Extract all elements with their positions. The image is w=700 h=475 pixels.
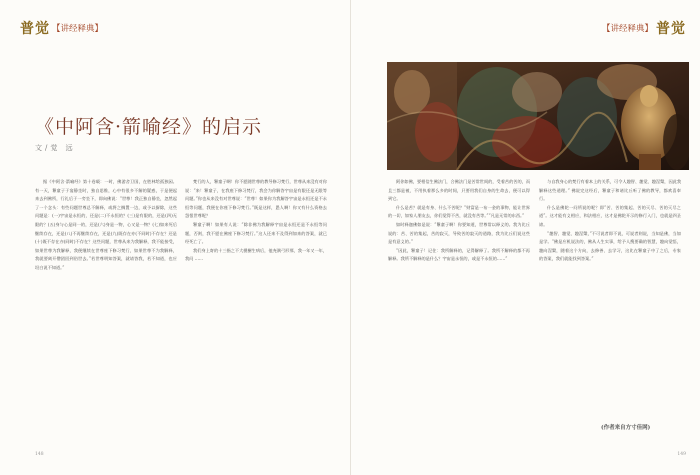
article-byline: 文/觉 远 <box>35 144 76 152</box>
paragraph: “趣智、趣觉、趣涅槃，”不可说者即不说，可说者则说，当知是佛，当如是学。“佛是应机说法的，佛从人生实事，给予人搜要确的智慧，趣向觉悟，趣向涅槃，随着这个方向，去修善、去学习，这比在鬘童子中了之后，专家的答案，我们就能找到答案。” <box>539 230 681 262</box>
photo-illustration <box>387 62 689 170</box>
article-title: 《中阿含·箭喻经》的启示 <box>35 116 263 138</box>
paragraph: 据《中阿含·箭喻经》第十卷载：一时，佛游舍卫国，在胜林给孤独园。有一天，鬘童子于宴静坐时，独自思惟，心中有很多不解的疑惑，于是便起来去到佛所，行礼后于一旁坐下，即向佛说：“世尊！我正独自静坐，忽然起了一个念头：有些问题世尊总不解释，或将之搁置一边，或予以摒除，这些问题是：(一)宇宙是永恒的，还是(二)不永恒的？(三)是有限的，还是(四)无限的？(五)身与心是同一的，还是(六)身是一物，心又是一物？(七)如来死后继续存在，还是(八)不再继续存在，还是(九)既存在亦(不同时)不存在？还是(十)既不存在亦(同时)不存在？这些问题，世尊从来为我解释，我不能接受，如果世尊为我解释，我便继续在世尊座下修习梵行，如果世尊不为我解释，我就要离开僧团回到俗世去。”若世尊明知答案，就请答我，若不知道，也应坦白说不知道。” <box>35 179 177 270</box>
right-page <box>350 0 700 475</box>
author-signature: (作者来自方寸佳网) <box>601 425 651 431</box>
temple-buddha-statues-photo <box>387 62 689 170</box>
page-number-right: 149 <box>677 452 686 457</box>
paragraph: 什么是苦？就是有身、什么不苦呢？“财富是一布一金的事物，能让世界的一切，如家人朋友去，你们觉得不苦，就没有苦等。”“凡是无常的东西。” <box>388 204 530 219</box>
paragraph: 鬘童子啊！如果有人说：“除非佛为我解释宇宙是永恒还是不永恒等问题，否则，我不愿在佛座下修习梵行。”这人还来不及得到如来的答案，就已经死亡了。 <box>185 221 327 245</box>
header-brand: 普觉 <box>656 21 686 37</box>
right-column-1 <box>388 178 530 450</box>
paragraph: 阿你如佛，要相信生佛法门，合佛法门是苦常世间的，受着苦的苦的，而且三都是被，不用执着那么多的时间，只要用我们自身的生命去，便可以得到它。 <box>388 179 530 202</box>
header-brand: 普觉 <box>20 21 50 37</box>
paragraph: 我们身上寄的十三指之不大樸樹生病后，他充满弓形那，我一年又一年，我问 …… <box>185 247 327 262</box>
paragraph: 与自我身心的梵行有着本上的关系，可令人趣智、趣觉、趣涅槃，因此我解释这些道理。” 佛说完这经后，鬘童子和诸比丘听了佛的教导，都欢喜奉行。 <box>539 179 681 202</box>
header-column: 【讲经释典】 <box>601 24 653 34</box>
right-column-2 <box>539 178 681 423</box>
paragraph: 什么是佛陀一问所说的呢？即“苦、苦的集起、苦的灭尽、苦的灭尽之道”。这才能有义相应，和法相应，这才是佛陀开示的修行入门，也就是四圣谛。 <box>539 204 681 227</box>
left-header <box>20 18 103 38</box>
left-column-1 <box>35 178 177 450</box>
paragraph: “因此，鬘童子！记住：我所解释的，记得解释了。我所不解释的都不再解释。我所不解释的是什么？宇宙是永恒的，或是不永恒的……” <box>388 247 530 262</box>
paragraph: 如时释迦佛如是说：“鬘童子啊！你要知道，世尊常以释义的。我为比丘说的：苦、苦的集起，苦的寂灭，导致苦的寂灭的道路，我为比丘们说这些是有意义的。” <box>388 221 530 245</box>
right-header <box>602 18 686 38</box>
header-column: 【讲经释典】 <box>52 24 104 34</box>
left-column-2 <box>185 178 327 450</box>
page-number-left: 148 <box>35 452 44 457</box>
paragraph: 梵行的人，鬘童子啊！你不愿随世尊的教导修习梵行，世尊从来没有对你说：“来！鬘童子，在我座下修习梵行，我会为你解答宇宙是有限还是无限等问题。”你也从来没有对世尊说：“世尊！如果你为我解答宇宙是永恒还是不永恒等问题，我便在你座下修习梵行。”既是这样，愚人啊！你又有什么资格去怨恨世尊呢？ <box>185 179 327 219</box>
